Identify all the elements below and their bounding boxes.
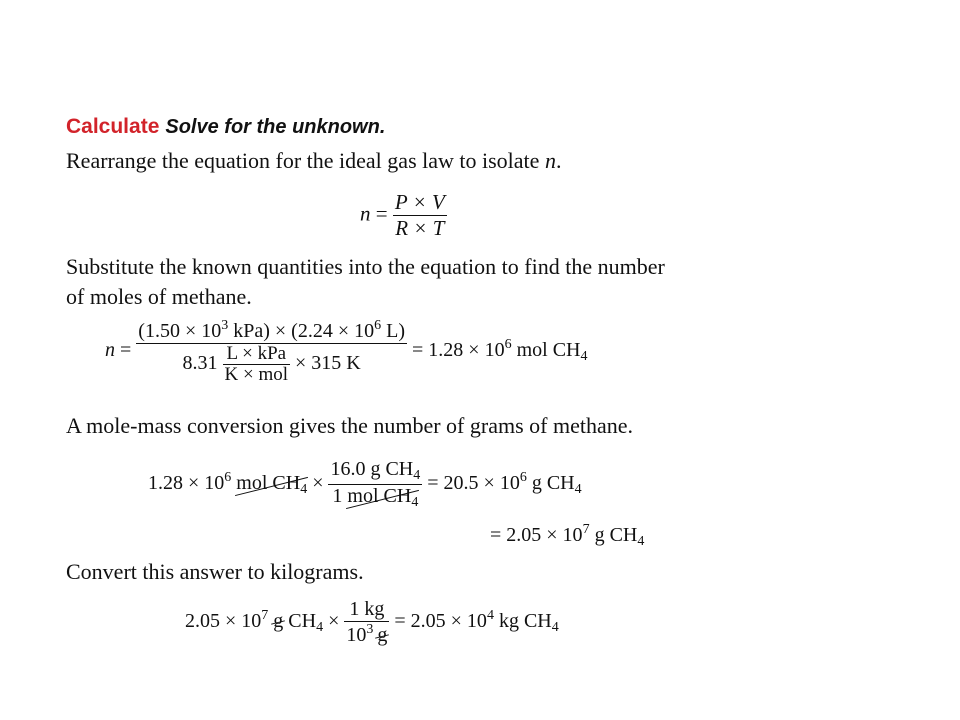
eq2-denominator: 8.31 $\frac{\text{L × kPa}}{\text{K × mol}}$ × 315 K	[182, 343, 361, 385]
eq3-fraction: $\frac{16.0 g CH_4}{1 mol CH_4}$	[330, 458, 421, 510]
eq4-cancel-den-g: g	[377, 624, 388, 646]
calculate-label: Calculate	[66, 115, 160, 138]
eq2-numerator: ($1.50 \times 10^3$ $kPa) \times (2.24 \times 10^6$ L)	[138, 318, 406, 342]
step1-text: Rearrange the equation for the ideal gas law to isolate n.	[66, 148, 562, 173]
equation-isolate-n	[360, 190, 447, 241]
eq1-equals: =	[375, 201, 388, 226]
step2-text: Substitute the known quantities into the equation to find the number of moles of methane.	[66, 254, 665, 309]
eq4-fraction: $\frac{1 kg}{10^3 g}$	[346, 598, 388, 646]
eq1-denominator: R × T	[395, 216, 445, 240]
eq3-cancel-den: mol $CH_4$	[347, 485, 419, 510]
eq4-cancel-g: g	[273, 610, 284, 633]
eq2-result: = $1.28 \times 10^6$ mol $CH_4$	[412, 337, 588, 365]
eq1-numerator: P × V	[394, 190, 445, 214]
eq3-result2: = $2.05 \times 10^7$ g $CH_4$	[490, 522, 645, 549]
equation-kilograms: $2.05 \times 10^7$ g $CH_4$ × $\frac{1 kg}{10^3 g}$ = $2.05 \times 10^4$ kg $CH_4$	[185, 598, 559, 646]
equation-substitute: n = ($1.50 \times 10^3$ $kPa) \times (2.24 \times 10^6$ L) 8.31 $\frac{\text{L × kPa}}{\text{K × mol}}$ × 315 K = $1.28 \times 10^6$ mol $CH_4$	[105, 318, 588, 385]
eq2-fraction	[136, 318, 407, 385]
eq1-fraction	[393, 190, 447, 241]
step4-text: Convert this answer to kilograms.	[66, 559, 364, 584]
eq4-result: = $2.05 \times 10^4$ kg $CH_4$	[394, 608, 559, 636]
eq3-result1: = $20.5 \times 10^6$ g $CH_4$	[427, 470, 582, 498]
eq3-cancel-mol: mol $CH_4$	[236, 472, 308, 498]
eq2-lhs: n	[105, 339, 115, 362]
eq2-unit-fraction: $\frac{\text{L × kPa}}{\text{K × mol}}$	[224, 343, 289, 385]
step3-text: A mole-mass conversion gives the number of grams of methane.	[66, 413, 633, 438]
calculate-subtitle: Solve for the unknown.	[165, 116, 386, 138]
section-heading	[66, 115, 385, 139]
eq1-lhs: n	[360, 201, 371, 226]
equation-mole-mass: $1.28 \times 10^6$ mol $CH_4$ × $\frac{16.0 g CH_4}{1 mol CH_4}$ = $20.5 \times 10^6$ g $CH_4$	[148, 458, 582, 510]
